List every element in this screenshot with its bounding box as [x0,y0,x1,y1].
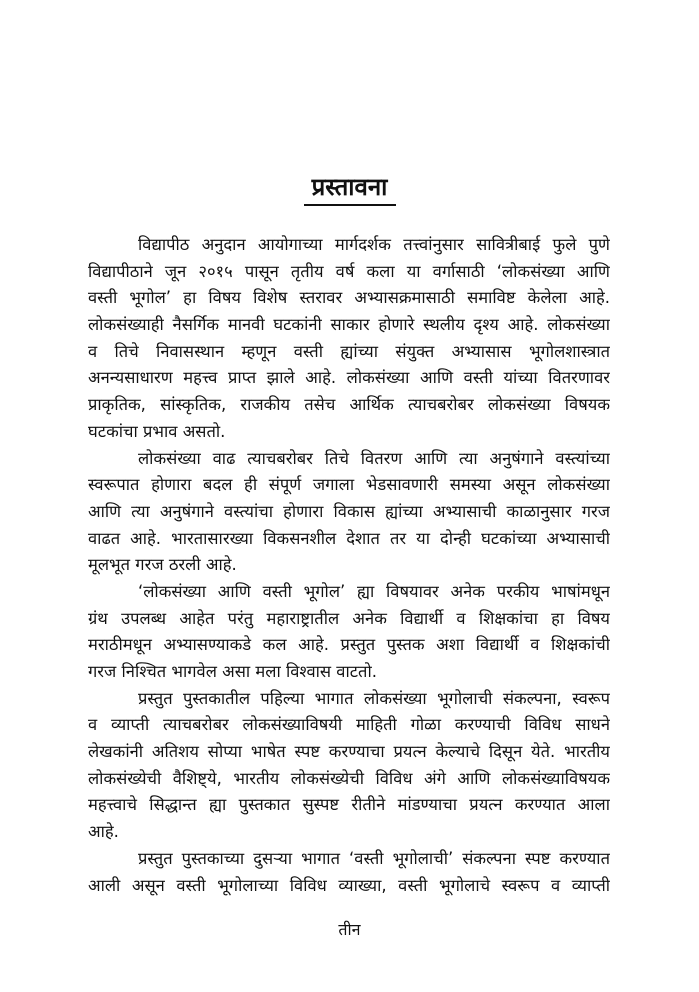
paragraph-line: विद्यापीठाने जून २०१५ पासून तृतीय वर्ष कला या वर्गासाठी ‘लोकसंख्या आणि [88,261,610,281]
paragraph-line: विद्यापीठ अनुदान आयोगाच्या मार्गदर्शक तत्त्वांनुसार सावित्रीबाई फुले पुणे [138,235,610,254]
page-number: तीन [338,920,361,939]
paragraph-line: स्वरूपात होणारा बदल ही संपूर्ण जगाला भेडसावणारी समस्या असून लोकसंख्या [88,475,610,495]
paragraph-line: घटकांचा प्रभाव असतो. [88,421,226,441]
paragraph-line: प्रस्तुत पुस्तकातील पहिल्या भागात लोकसंख्या भूगोलाची संकल्पना, स्वरूप [138,688,610,708]
preface-body [88,232,610,899]
paragraph-line: लोकसंख्येची वैशिष्ट्ये, भारतीय लोकसंख्येची विविध अंगे आणि लोकसंख्याविषयक [88,768,610,788]
paragraph-line: वस्ती भूगोल’ हा विषय विशेष स्तरावर अभ्यासक्रमासाठी समाविष्ट केलेला आहे. [88,288,610,308]
paragraph-line: लोकसंख्याही नैसर्गिक मानवी घटकांनी साकार होणारे स्थलीय दृश्य आहे. लोकसंख्या [88,315,610,335]
paragraph-line: प्रस्तुत पुस्तकाच्या दुसऱ्या भागात ‘वस्ती भूगोलाची’ संकल्पना स्पष्ट करण्यात [138,848,610,868]
paragraph-line: मराठीमधून अभ्यासण्याकडे कल आहे. प्रस्तुत पुस्तक अशा विद्यार्थी व शिक्षकांची [88,635,610,655]
paragraph-line: लोकसंख्या वाढ त्याचबरोबर तिचे वितरण आणि त्या अनुषंगाने वस्त्यांच्या [138,448,610,468]
paragraph-line: व तिचे निवासस्थान म्हणून वस्ती ह्यांच्या संयुक्त अभ्यासास भूगोलशास्त्रात [88,341,610,361]
paragraph-line: वाढत आहे. भारतासारख्या विकसनशील देशात तर या दोन्ही घटकांच्या अभ्यासाची [88,528,610,548]
paragraph-line: ग्रंथ उपलब्ध आहेत परंतु महाराष्ट्रातील अनेक विद्यार्थी व शिक्षकांचा हा विषय [88,608,610,628]
paragraph-line: आहे. [88,822,119,842]
paragraph-line: अनन्यसाधारण महत्त्व प्राप्त झाले आहे. लोकसंख्या आणि वस्ती यांच्या वितरणावर [88,368,610,388]
paragraph-line: आणि त्या अनुषंगाने वस्त्यांचा होणारा विकास ह्यांच्या अभ्यासाची काळानुसार गरज [88,501,610,521]
title-underline [304,204,396,206]
paragraph-line: व व्याप्ती त्याचबरोबर लोकसंख्याविषयी माहिती गोळा करण्याची विविध साधने [88,715,610,735]
paragraph-line: प्राकृतिक, सांस्कृतिक, राजकीय तसेच आर्थिक त्याचबरोबर लोकसंख्या विषयक [88,395,610,415]
paragraph-line: ‘लोकसंख्या आणि वस्ती भूगोल’ ह्या विषयावर अनेक परकीय भाषांमधून [138,581,610,601]
paragraph-line: महत्त्वाचे सिद्धान्त ह्या पुस्तकात सुस्पष्ट रीतीने मांडण्याचा प्रयत्न करण्यात आला [88,795,610,815]
paragraph-line: लेखकांनी अतिशय सोप्या भाषेत स्पष्ट करण्याचा प्रयत्न केल्याचे दिसून येते. भारतीय [88,742,610,762]
paragraph-line: मूलभूत गरज ठरली आहे. [88,555,237,575]
paragraph-line: गरज निश्चित भागवेल असा मला विश्वास वाटतो. [88,662,377,681]
page-title: प्रस्तावना [311,173,388,201]
paragraph-line: आली असून वस्ती भूगोलाच्या विविध व्याख्या, वस्ती भूगोलाचे स्वरूप व व्याप्ती [88,875,610,895]
